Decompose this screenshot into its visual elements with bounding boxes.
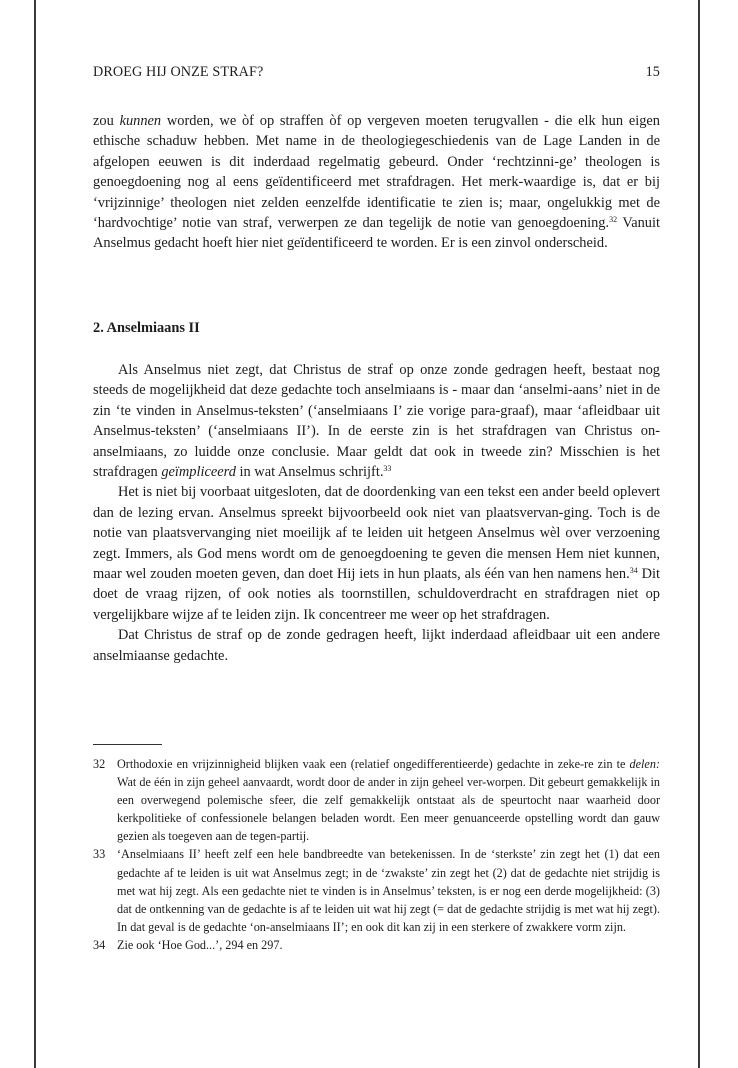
- footnote-number: 34: [93, 937, 106, 952]
- footnote-text: Zie ook ‘Hoe God...’, 294 en 297.: [117, 937, 283, 952]
- text-run: Het is niet bij voorbaat uitgesloten, dat de doordenking van een tekst een ander beeld oplevert dan de lezing ervan. Anselmus spreekt bijvoorbeeld ook niet van plaatsvervan-ging. Toch is de notie van plaatsvervanging niet moeilijk af te leiden uit hetgeen Anselmus wèl over verzoening zegt. Immers, als God mens wordt om de genoegdoening te geven die mensen Hem niet kunnen, maar wel zouden moeten geven, dan doet Hij iets in hun plaats, als één van hen namens hen.: [93, 484, 660, 583]
- footnote-number: 32: [93, 757, 106, 771]
- scan-edge-right: [698, 0, 700, 1068]
- emphasis: delen:: [629, 757, 660, 771]
- footnote-ref-33[interactable]: 33: [383, 464, 392, 474]
- footnote-33: [93, 845, 660, 935]
- text-run: zou: [93, 113, 120, 129]
- section-heading-block: [93, 318, 200, 338]
- text-run: Vanuit Anselmus gedacht hoeft hier niet geïdentificeerd te worden. Er is een zinvol onderscheid.: [93, 215, 660, 252]
- footnote-number: 33: [93, 847, 106, 862]
- scan-edge-left: [34, 0, 36, 1068]
- emphasis: geïmpliceerd: [161, 464, 236, 481]
- page-number: 15: [645, 64, 660, 80]
- footnote-text: Orthodoxie en vrijzinnigheid blijken vaak een (relatief ongedifferentieerde) gedachte in zeke-re zin te delen: Wat de één in zijn geheel aanvaardt, wordt door de ander in zijn geheel ver-worpen. Dit gebeurt gemakkelijk in een overwegend polemische sfeer, die zelf gemakkelijk ontstaat als de speurtocht naar waarheid door kerkpolitieke of confessionele belangen beladen wordt. Een meer genuanceerde opstelling wordt dan gauw gezien als toegeven aan de tegen-partij.: [117, 757, 660, 844]
- opening-paragraph-block: [93, 111, 660, 254]
- emphasis: kunnen: [119, 113, 162, 129]
- section-heading: 2. Anselmiaans II: [93, 320, 200, 336]
- footnote-32: [93, 755, 660, 845]
- paragraph-3: [93, 482, 660, 625]
- paragraph-1: [93, 111, 660, 254]
- text-run: Dit doet de vraag rijzen, of ook noties als toornstillen, schuldoverdracht en strafdragen niet op vergelijkbare wijze af te leiden zijn. Ik concentreer me weer op het strafdragen.: [93, 566, 660, 623]
- running-head-title: DROEG HIJ ONZE STRAF?: [93, 64, 264, 80]
- footnote-34: [93, 936, 660, 954]
- section-body: [93, 360, 660, 666]
- text-run: in wat Anselmus schrijft.: [235, 464, 384, 481]
- footnote-ref-34[interactable]: 34: [629, 566, 638, 576]
- paragraph-2: [93, 360, 660, 482]
- paragraph-4: [93, 625, 660, 666]
- footnote-ref-32[interactable]: 32: [609, 215, 618, 225]
- running-head: [93, 64, 660, 81]
- text-run: Dat Christus de straf op de zonde gedragen heeft, lijkt inderdaad afleidbaar uit een andere anselmiaanse gedachte.: [93, 627, 660, 664]
- text-run: Als Anselmus niet zegt, dat Christus de straf op onze zonde gedragen heeft, bestaat nog steeds de mogelijkheid dat deze gedachte toch anselmiaans is - maar dan ‘anselmi-aans’ niet in de zin ‘te vinden in Anselmus-teksten’ (‘anselmiaans I’ zie vorige para-graaf), maar ‘afleidbaar uit Anselmus-teksten’ (‘anselmiaans II’). In de eerste zin is het strafdragen van Christus on-anselmiaans, zo luidde onze conclusie. Maar geldt dat ook in tweede zin? Misschien is het strafdragen: [93, 362, 660, 481]
- footnotes: [93, 755, 660, 954]
- text-run: worden, we òf op straffen òf op vergeven moeten terugvallen - die elk hun eigen ethische schaduw hebben. Met name in de theologiegeschiedenis van de Lage Landen in de afgelopen eeuwen is dit inderdaad regelmatig gebeurd. Onder ‘rechtzinni-ge’ theologen is genoegdoening nog al eens geïdentificeerd met strafdragen. Het merk-waardige is, dat er bij ‘vrijzinnige’ theologen niet zelden eenzelfde identificatie te zien is; maar, ongelukkig met de ‘hardvochtige’ notie van straf, verwerpen ze dan tegelijk de notie van genoegdoening.: [93, 113, 660, 232]
- footnote-text: ‘Anselmiaans II’ heeft zelf een hele bandbreedte van betekenissen. In de ‘sterkste’ zin zegt het (1) dat een gedachte af te leiden is uit wat Anselmus zegt; in de ‘zwakste’ zin zegt het (2) dat de gedachte niet strijdig is met wat hij zegt. Als een gedachte niet te vinden is in Anselmus’ teksten, is er nog een derde mogelijkheid: (3) dat de ontkenning van de gedachte is af te leiden uit wat hij zegt (= dat de gedachte strijdig is met wat hij zegt). In dat geval is de gedachte ‘on-anselmiaans II’; en ook dit kan zij in een sterkere of zwakkere vorm zijn.: [117, 847, 660, 934]
- footnote-divider: [93, 744, 162, 745]
